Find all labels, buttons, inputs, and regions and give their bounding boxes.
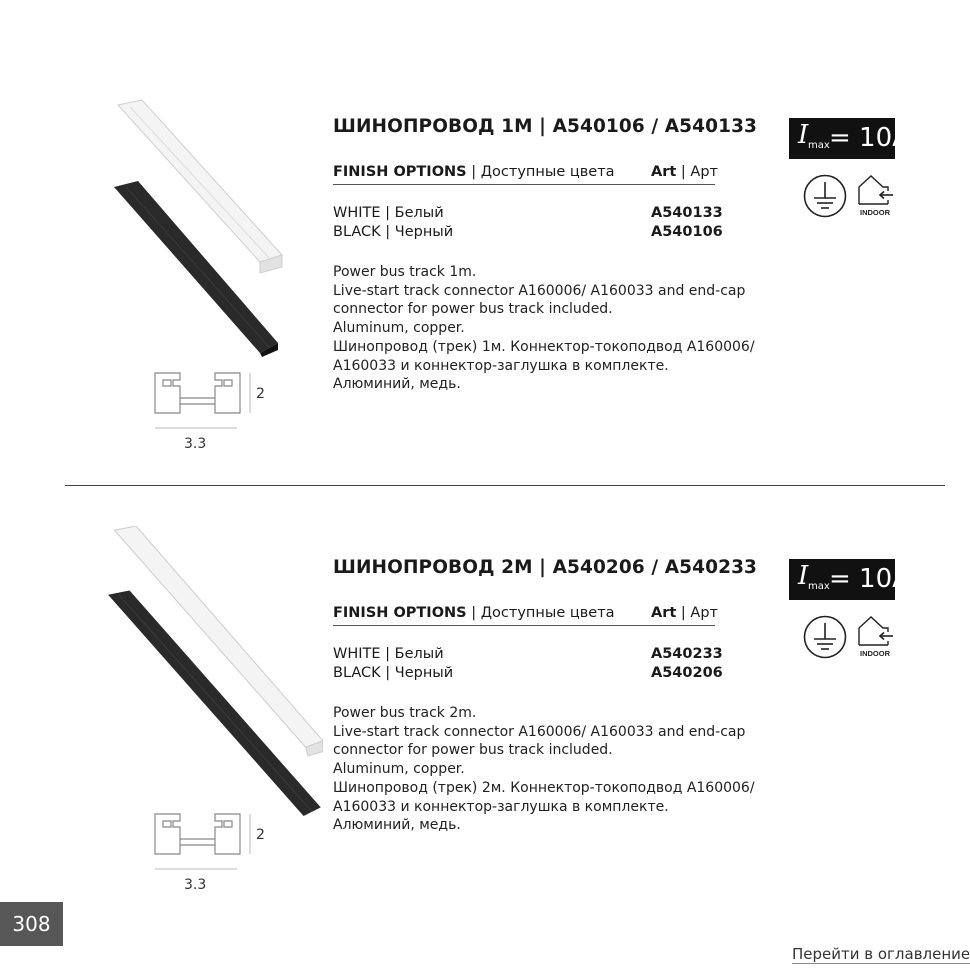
product-description bbox=[333, 704, 763, 835]
imax-value: = 10A bbox=[829, 564, 910, 594]
finish-options-header: FINISH OPTIONS | Доступные цвета Art | Арт bbox=[333, 164, 715, 185]
description-line: Live-start track connector A160006/ A160033 and end-cap bbox=[333, 723, 746, 740]
finish-label-ru: Доступные цвета bbox=[480, 605, 615, 621]
finish-options-list bbox=[333, 204, 723, 242]
description-line: Шинопровод (трек) 2м. Коннектор-токоподвод A160006/ bbox=[333, 779, 755, 796]
description-line: A160033 и коннектор-заглушка в комплекте. bbox=[333, 357, 669, 374]
finish-code: A540233 bbox=[651, 646, 723, 662]
product-title: ШИНОПРОВОД 2М | A540206 / A540233 bbox=[333, 557, 758, 578]
description-line: Aluminum, copper. bbox=[333, 320, 465, 337]
finish-name: BLACK | Черный bbox=[333, 224, 454, 240]
finish-row bbox=[333, 664, 723, 683]
dimension-height: 2 bbox=[256, 386, 265, 402]
ground-icon bbox=[803, 174, 847, 218]
finish-code: A540206 bbox=[651, 665, 723, 681]
toc-link-label: Перейти в оглавление bbox=[792, 945, 970, 963]
imax-symbol: I bbox=[798, 561, 809, 591]
description-line: Live-start track connector A160006/ A160033 and end-cap bbox=[333, 282, 746, 299]
track-illustration bbox=[108, 526, 323, 816]
page-number: 308 bbox=[0, 902, 63, 946]
finish-name: WHITE | Белый bbox=[333, 646, 444, 662]
description-line: Алюминий, медь. bbox=[333, 817, 461, 834]
imax-badge bbox=[789, 559, 910, 600]
art-label: Art bbox=[651, 164, 677, 180]
indoor-label: INDOOR bbox=[860, 649, 890, 658]
imax-subscript: max bbox=[808, 140, 830, 151]
finish-label-ru: Доступные цвета bbox=[480, 164, 615, 180]
finish-code: A540106 bbox=[651, 224, 723, 240]
finish-label: FINISH OPTIONS bbox=[333, 605, 467, 621]
finish-label: FINISH OPTIONS bbox=[333, 164, 467, 180]
ground-icon bbox=[803, 615, 847, 659]
imax-value: = 10A bbox=[829, 123, 910, 153]
finish-row bbox=[333, 204, 723, 223]
description-line: Aluminum, copper. bbox=[333, 761, 465, 778]
product-description bbox=[333, 263, 763, 394]
art-label-ru: Арт bbox=[690, 605, 718, 621]
art-label-ru: Арт bbox=[690, 164, 718, 180]
imax-badge bbox=[789, 118, 910, 159]
indoor-icon bbox=[855, 173, 895, 219]
imax-symbol: I bbox=[798, 120, 809, 150]
finish-row bbox=[333, 645, 723, 664]
track-profile-drawing bbox=[145, 809, 275, 899]
dimension-width: 3.3 bbox=[184, 877, 207, 893]
product-block-2 bbox=[0, 441, 970, 911]
finish-name: BLACK | Черный bbox=[333, 665, 454, 681]
finish-options-header: FINISH OPTIONS | Доступные цвета Art | Арт bbox=[333, 605, 715, 626]
description-line: Power bus track 2m. bbox=[333, 705, 477, 721]
finish-row bbox=[333, 223, 723, 242]
indoor-icon bbox=[855, 614, 895, 660]
indoor-label: INDOOR bbox=[860, 208, 890, 217]
track-illustration bbox=[100, 95, 300, 365]
dimension-height: 2 bbox=[256, 827, 265, 843]
art-label: Art bbox=[651, 605, 677, 621]
product-block-1 bbox=[0, 0, 970, 470]
description-line: A160033 и коннектор-заглушка в комплекте. bbox=[333, 798, 669, 815]
product-title: ШИНОПРОВОД 1М | A540106 / A540133 bbox=[333, 116, 758, 137]
finish-code: A540133 bbox=[651, 205, 723, 221]
imax-subscript: max bbox=[808, 581, 830, 592]
finish-name: WHITE | Белый bbox=[333, 205, 444, 221]
description-line: connector for power bus track included. bbox=[333, 742, 613, 759]
description-line: connector for power bus track included. bbox=[333, 301, 613, 318]
description-line: Алюминий, медь. bbox=[333, 376, 461, 393]
dimension-width: 3.3 bbox=[184, 436, 207, 452]
table-of-contents-link[interactable] bbox=[792, 945, 970, 963]
description-line: Power bus track 1m. bbox=[333, 264, 477, 280]
finish-options-list bbox=[333, 645, 723, 683]
description-line: Шинопровод (трек) 1м. Коннектор-токоподвод A160006/ bbox=[333, 338, 755, 355]
